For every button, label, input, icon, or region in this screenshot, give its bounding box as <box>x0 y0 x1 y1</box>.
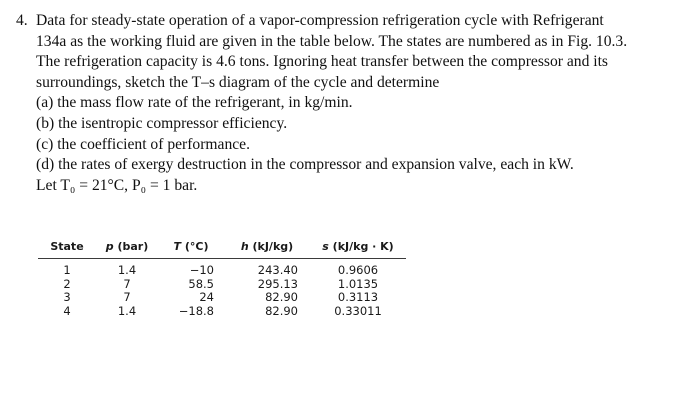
header-state: State <box>38 240 96 259</box>
state-data-table-wrap <box>38 240 406 318</box>
table-header-row <box>38 240 406 259</box>
cell-enthalpy: 243.40 <box>257 263 298 277</box>
table-row <box>38 291 406 305</box>
question-b: (b) the isentropic compressor efficiency. <box>36 114 288 132</box>
cell-pressure: 7 <box>123 276 131 291</box>
cell-enthalpy: 82.90 <box>265 303 298 318</box>
cell-pressure: 7 <box>123 290 131 304</box>
table-row <box>38 278 406 292</box>
problem-number: 4. <box>16 12 28 29</box>
cell-temperature: −10 <box>189 263 214 277</box>
cell-state: 1 <box>63 263 71 277</box>
cell-state: 2 <box>63 276 71 291</box>
cell-pressure: 1.4 <box>117 263 137 277</box>
problem-line-1: Data for steady-state operation of a vapor-compression refrigeration cycle with Refrigerant <box>36 12 604 29</box>
cell-enthalpy: 295.13 <box>257 276 298 291</box>
problem-line-4: surroundings, sketch the T–s diagram of the cycle and determine <box>36 73 440 91</box>
cell-pressure: 1.4 <box>117 303 137 318</box>
table-row <box>38 305 406 319</box>
cell-state: 4 <box>63 303 71 318</box>
header-temperature: T (°C) <box>158 240 224 259</box>
cell-state: 3 <box>63 290 71 304</box>
cell-temperature: 24 <box>199 290 214 304</box>
problem-body <box>36 11 688 196</box>
cell-entropy: 1.0135 <box>337 276 379 291</box>
problem-line-2: 134a as the working fluid are given in the table below. The states are numbered as in Fig. 10.3. <box>36 32 628 50</box>
cell-temperature: 58.5 <box>188 276 214 291</box>
cell-entropy: 0.33011 <box>334 303 382 318</box>
problem-statement <box>16 11 688 196</box>
problem-line-3: The refrigeration capacity is 4.6 tons. Ignoring heat transfer between the compressor and its <box>36 53 609 71</box>
cell-enthalpy: 82.90 <box>265 290 298 304</box>
given-conditions: Let T₀ = 21°C, P₀ = 1 bar. <box>36 176 198 194</box>
state-data-table <box>38 240 406 318</box>
table-row <box>38 259 406 278</box>
cell-temperature: −18.8 <box>178 303 214 318</box>
cell-entropy: 0.9606 <box>337 263 379 277</box>
header-entropy: s (kJ/kg · K) <box>310 240 406 259</box>
header-enthalpy: h (kJ/kg) <box>224 240 310 259</box>
question-c: (c) the coefficient of performance. <box>36 135 251 153</box>
question-a: (a) the mass flow rate of the refrigerant, in kg/min. <box>36 94 353 112</box>
cell-entropy: 0.3113 <box>337 290 379 304</box>
header-pressure: p (bar) <box>96 240 158 259</box>
question-d: (d) the rates of exergy destruction in the compressor and expansion valve, each in kW. <box>36 156 574 174</box>
